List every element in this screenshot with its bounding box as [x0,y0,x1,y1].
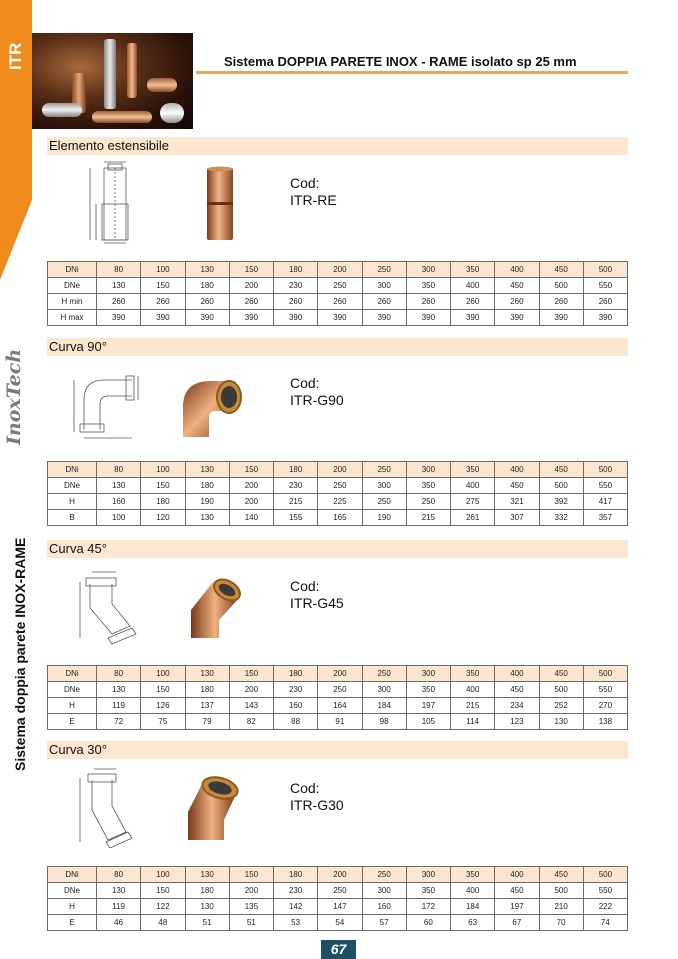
table-cell: 260 [141,294,185,310]
table-cell: 357 [583,510,627,526]
table-cell: 180 [274,462,318,478]
table-cell: 160 [274,698,318,714]
table-cell: 250 [318,278,362,294]
product-code-block-curve-45 [290,578,344,612]
table-cell: 390 [539,310,583,326]
section-header-curve-90 [47,338,628,356]
table-cell: 180 [274,867,318,883]
table-cell: 80 [97,867,141,883]
table-cell: 390 [318,310,362,326]
row-label: B [48,510,97,526]
table-cell: 80 [97,666,141,682]
table-cell: 350 [406,478,450,494]
table-row [48,899,628,915]
table-cell: 75 [141,714,185,730]
row-label: H max [48,310,97,326]
table-cell: 390 [495,310,539,326]
table-cell: 400 [495,867,539,883]
table-cell: 54 [318,915,362,931]
row-label: H min [48,294,97,310]
table-row [48,682,628,698]
table-cell: 114 [451,714,495,730]
side-vertical-title: Sistema doppia parete INOX-RAME [12,537,28,771]
table-cell: 400 [495,462,539,478]
table-cell: 250 [318,682,362,698]
table-cell: 300 [406,867,450,883]
table-cell: 270 [583,698,627,714]
table-cell: 250 [406,494,450,510]
table-cell: 150 [229,867,273,883]
table-cell: 300 [406,666,450,682]
table-cell: 500 [539,478,583,494]
table-cell: 200 [229,682,273,698]
table-cell: 250 [362,666,406,682]
product-photo-curve-90 [177,373,243,439]
table-header-row [48,462,628,478]
table-cell: 350 [406,883,450,899]
table-cell: 321 [495,494,539,510]
table-cell: 260 [318,294,362,310]
code-label: Cod: [290,578,320,594]
code-label: Cod: [290,780,320,796]
table-cell: 150 [229,462,273,478]
table-cell: 450 [539,867,583,883]
table-row [48,883,628,899]
section-title: Curva 90° [49,339,107,354]
table-cell: 63 [451,915,495,931]
table-cell: 250 [318,883,362,899]
table-cell: 53 [274,915,318,931]
table-cell: 210 [539,899,583,915]
table-cell: 350 [451,462,495,478]
table-cell: 390 [362,310,406,326]
table-cell: 260 [495,294,539,310]
row-label: DNi [48,262,97,278]
table-cell: 250 [362,462,406,478]
table-cell: 200 [229,494,273,510]
table-cell: 450 [495,478,539,494]
table-cell: 390 [141,310,185,326]
table-cell: 119 [97,899,141,915]
section-header-extensible [47,137,628,155]
table-cell: 200 [318,867,362,883]
table-cell: 500 [583,666,627,682]
table-row [48,478,628,494]
page-number: 67 [321,940,356,959]
table-header-row [48,666,628,682]
dimension-table-extensible [47,261,628,326]
table-cell: 197 [495,899,539,915]
table-cell: 222 [583,899,627,915]
dimension-table-curve-90 [47,461,628,526]
table-cell: 180 [185,278,229,294]
row-label: H [48,698,97,714]
table-cell: 80 [97,462,141,478]
table-cell: 130 [97,278,141,294]
table-cell: 200 [318,666,362,682]
page-title: Sistema DOPPIA PARETE INOX - RAME isolato sp 25 mm [224,54,577,69]
row-label: E [48,915,97,931]
table-cell: 150 [141,478,185,494]
table-cell: 400 [451,478,495,494]
table-cell: 180 [185,478,229,494]
table-cell: 260 [583,294,627,310]
product-code-block-extensible [290,175,337,209]
table-cell: 155 [274,510,318,526]
table-cell: 60 [406,915,450,931]
table-cell: 164 [318,698,362,714]
table-cell: 67 [495,915,539,931]
table-cell: 105 [406,714,450,730]
table-cell: 51 [229,915,273,931]
table-cell: 215 [451,698,495,714]
code-label: Cod: [290,175,320,191]
table-cell: 180 [274,666,318,682]
table-cell: 550 [583,682,627,698]
technical-drawing-extensible [82,160,142,245]
table-cell: 300 [406,262,450,278]
table-cell: 400 [451,682,495,698]
table-cell: 392 [539,494,583,510]
section-header-curve-45 [47,540,628,558]
table-cell: 150 [141,682,185,698]
table-cell: 260 [229,294,273,310]
table-cell: 123 [495,714,539,730]
table-cell: 138 [583,714,627,730]
table-cell: 100 [141,666,185,682]
table-cell: 390 [583,310,627,326]
table-cell: 234 [495,698,539,714]
section-title: Curva 30° [49,742,107,757]
table-cell: 150 [229,666,273,682]
table-cell: 252 [539,698,583,714]
brand-logo: InoxTech [3,348,25,445]
table-cell: 184 [451,899,495,915]
table-cell: 48 [141,915,185,931]
table-cell: 500 [583,867,627,883]
table-cell: 72 [97,714,141,730]
table-cell: 550 [583,883,627,899]
table-cell: 147 [318,899,362,915]
table-cell: 143 [229,698,273,714]
table-cell: 130 [185,899,229,915]
table-cell: 450 [539,462,583,478]
table-row [48,310,628,326]
table-cell: 200 [229,478,273,494]
table-cell: 307 [495,510,539,526]
table-cell: 200 [318,462,362,478]
table-cell: 100 [141,462,185,478]
table-cell: 130 [185,510,229,526]
table-cell: 400 [495,666,539,682]
row-label: DNe [48,478,97,494]
row-label: DNi [48,462,97,478]
row-label: DNi [48,867,97,883]
row-label: H [48,899,97,915]
table-cell: 300 [362,478,406,494]
product-code: ITR-RE [290,192,337,208]
table-cell: 79 [185,714,229,730]
table-cell: 135 [229,899,273,915]
table-cell: 130 [539,714,583,730]
table-cell: 260 [406,294,450,310]
table-cell: 184 [362,698,406,714]
table-cell: 142 [274,899,318,915]
table-cell: 180 [141,494,185,510]
table-cell: 400 [451,883,495,899]
product-code-block-curve-90 [290,375,344,409]
table-cell: 82 [229,714,273,730]
table-cell: 70 [539,915,583,931]
technical-drawing-curve-90 [68,370,146,442]
row-label: E [48,714,97,730]
table-cell: 51 [185,915,229,931]
table-cell: 180 [185,682,229,698]
table-cell: 390 [229,310,273,326]
table-cell: 500 [539,682,583,698]
table-cell: 150 [229,262,273,278]
table-cell: 300 [406,462,450,478]
table-cell: 100 [97,510,141,526]
table-cell: 500 [583,262,627,278]
table-cell: 130 [97,478,141,494]
table-cell: 260 [185,294,229,310]
product-photo-curve-30 [180,772,244,842]
table-cell: 350 [406,682,450,698]
header-divider [196,71,628,74]
dimension-table-curve-45 [47,665,628,730]
row-label: DNe [48,682,97,698]
table-cell: 200 [318,262,362,278]
table-cell: 450 [495,682,539,698]
row-label: DNe [48,278,97,294]
table-cell: 130 [185,462,229,478]
row-label: DNe [48,883,97,899]
table-cell: 300 [362,278,406,294]
table-cell: 57 [362,915,406,931]
technical-drawing-curve-45 [72,568,144,648]
table-cell: 450 [539,666,583,682]
table-cell: 225 [318,494,362,510]
table-cell: 230 [274,682,318,698]
table-row [48,915,628,931]
table-cell: 46 [97,915,141,931]
table-cell: 91 [318,714,362,730]
table-cell: 390 [97,310,141,326]
row-label: DNi [48,666,97,682]
row-label: H [48,494,97,510]
table-row [48,698,628,714]
table-cell: 230 [274,883,318,899]
product-code: ITR-G30 [290,797,344,813]
table-cell: 137 [185,698,229,714]
table-cell: 350 [451,666,495,682]
table-cell: 100 [141,262,185,278]
table-cell: 100 [141,867,185,883]
table-cell: 261 [451,510,495,526]
table-cell: 74 [583,915,627,931]
table-cell: 250 [318,478,362,494]
table-cell: 230 [274,478,318,494]
table-cell: 250 [362,494,406,510]
header-product-photo [32,33,193,129]
table-header-row [48,262,628,278]
table-cell: 172 [406,899,450,915]
side-tab-code: ITR [6,42,25,70]
table-row [48,494,628,510]
table-cell: 190 [185,494,229,510]
table-cell: 180 [185,883,229,899]
table-cell: 260 [274,294,318,310]
table-cell: 130 [97,883,141,899]
table-cell: 150 [141,883,185,899]
table-cell: 350 [406,278,450,294]
table-cell: 160 [362,899,406,915]
table-cell: 500 [539,278,583,294]
table-cell: 250 [362,262,406,278]
table-cell: 215 [406,510,450,526]
table-cell: 140 [229,510,273,526]
table-cell: 130 [185,867,229,883]
dimension-table-curve-30 [47,866,628,931]
table-cell: 190 [362,510,406,526]
product-code: ITR-G45 [290,595,344,611]
table-cell: 275 [451,494,495,510]
table-cell: 550 [583,278,627,294]
table-cell: 165 [318,510,362,526]
table-cell: 300 [362,682,406,698]
table-cell: 450 [495,883,539,899]
section-title: Elemento estensibile [49,138,169,153]
table-cell: 200 [229,278,273,294]
table-cell: 130 [97,682,141,698]
table-cell: 260 [362,294,406,310]
table-cell: 450 [539,262,583,278]
table-cell: 400 [451,278,495,294]
table-cell: 332 [539,510,583,526]
table-cell: 350 [451,867,495,883]
table-cell: 390 [185,310,229,326]
table-cell: 119 [97,698,141,714]
product-code: ITR-G90 [290,392,344,408]
table-cell: 260 [97,294,141,310]
table-cell: 350 [451,262,495,278]
table-cell: 122 [141,899,185,915]
product-photo-curve-45 [185,572,243,640]
table-cell: 417 [583,494,627,510]
table-cell: 260 [451,294,495,310]
table-cell: 98 [362,714,406,730]
table-cell: 230 [274,278,318,294]
section-header-curve-30 [47,741,628,759]
table-cell: 300 [362,883,406,899]
table-cell: 550 [583,478,627,494]
table-cell: 250 [362,867,406,883]
table-header-row [48,867,628,883]
table-row [48,294,628,310]
table-cell: 450 [495,278,539,294]
table-cell: 80 [97,262,141,278]
product-code-block-curve-30 [290,780,344,814]
technical-drawing-curve-30 [72,766,144,848]
table-cell: 197 [406,698,450,714]
code-label: Cod: [290,375,320,391]
table-row [48,510,628,526]
table-cell: 180 [274,262,318,278]
product-photo-extensible [204,166,236,242]
section-title: Curva 45° [49,541,107,556]
table-cell: 160 [97,494,141,510]
table-row [48,714,628,730]
table-row [48,278,628,294]
table-cell: 88 [274,714,318,730]
table-cell: 500 [539,883,583,899]
table-cell: 390 [406,310,450,326]
table-cell: 260 [539,294,583,310]
table-cell: 120 [141,510,185,526]
table-cell: 150 [141,278,185,294]
table-cell: 500 [583,462,627,478]
table-cell: 130 [185,666,229,682]
table-cell: 126 [141,698,185,714]
table-cell: 130 [185,262,229,278]
table-cell: 400 [495,262,539,278]
table-cell: 390 [451,310,495,326]
table-cell: 215 [274,494,318,510]
table-cell: 200 [229,883,273,899]
table-cell: 390 [274,310,318,326]
